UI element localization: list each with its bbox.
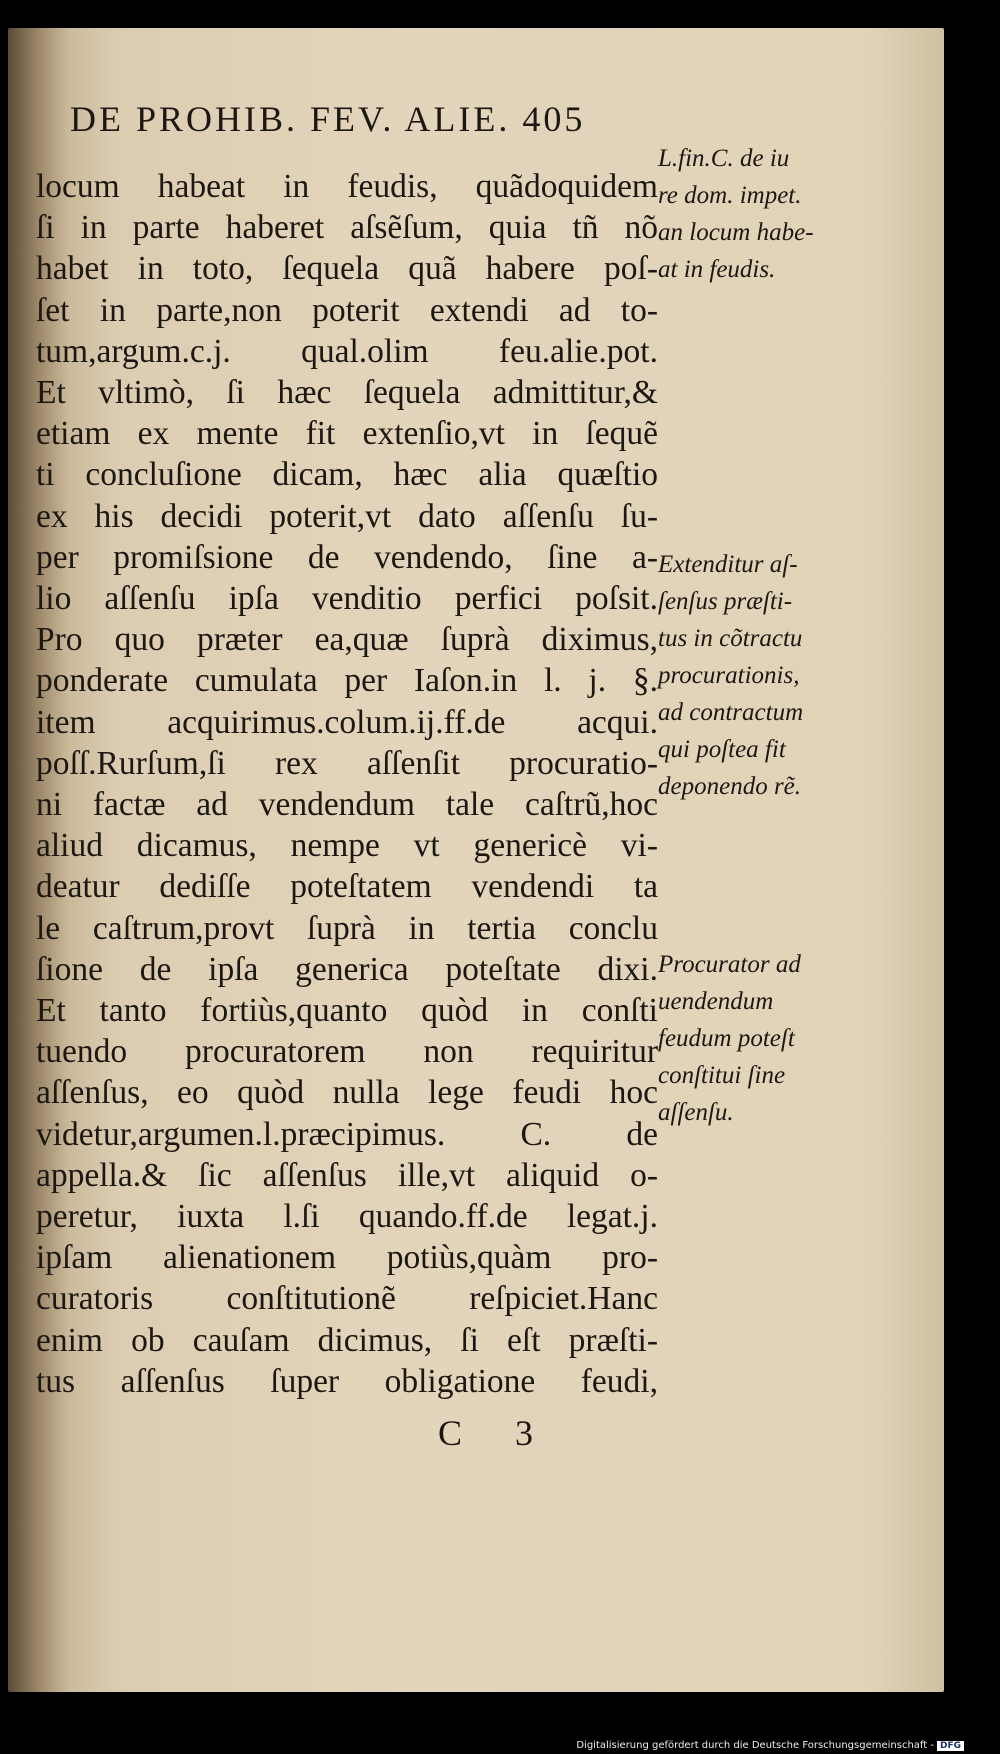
- book-page: [8, 28, 944, 1692]
- text-line: le caſtrum,provt ſuprà in tertia conclu: [36, 909, 658, 947]
- text-line: Et tanto fortiùs,quanto quòd in conſti: [36, 992, 658, 1030]
- note-line: aſſenſu.: [658, 1099, 734, 1126]
- text-line: ex his decidi poterit,vt dato aſſenſu ſu-: [36, 497, 658, 535]
- text-line: per promiſsione de vendendo, ſine a-: [36, 538, 658, 576]
- text-line: poſſ.Rurſum,ſi rex aſſenſit procuratio-: [36, 744, 658, 782]
- note-line: Extenditur aſ-: [658, 551, 798, 578]
- text-line: tus aſſenſus ſuper obligatione feudi,: [36, 1362, 658, 1400]
- dfg-logo: DFG: [937, 1741, 964, 1751]
- note-line: ſenſus præſti-: [658, 588, 793, 615]
- text-line: aliud dicamus, nempe vt genericè vi-: [36, 827, 658, 865]
- text-line: aſſenſus, eo quòd nulla lege feudi hoc: [36, 1074, 658, 1112]
- credit-text: Digitalisierung gefördert durch die Deutsche Forschungsgemeinschaft -: [576, 1740, 934, 1751]
- digitization-credit: [576, 1740, 964, 1751]
- text-line: Et vltimò, ſi hæc ſequela admittitur,&: [36, 374, 658, 412]
- note-line: ad contractum: [658, 699, 804, 726]
- text-line: appella.& ſic aſſenſus ille,vt aliquid o-: [36, 1156, 658, 1194]
- note-line: Procurator ad: [658, 951, 801, 978]
- note-line: L.fin.C. de iu: [658, 145, 790, 172]
- body-text: [36, 166, 658, 1402]
- margin-note: [658, 546, 843, 805]
- note-line: feudum poteſt: [658, 1025, 795, 1052]
- text-line: locum habeat in feudis, quãdoquidem: [36, 168, 658, 205]
- text-line: ſi in parte haberet aſsẽſum, quia tñ nõ: [36, 209, 658, 247]
- text-line: item acquirimus.colum.ij.ff.de acqui.: [36, 703, 658, 741]
- note-line: conſtitui ſine: [658, 1062, 786, 1089]
- text-line: ponderate cumulata per Iaſon.in l. j. §.: [36, 662, 658, 700]
- text-line: enim ob cauſam dicimus, ſi eſt præſti-: [36, 1321, 658, 1359]
- text-line: Pro quo præter ea,quæ ſuprà diximus,: [36, 621, 658, 659]
- text-line: deatur dediſſe poteſtatem vendendi ta: [36, 868, 658, 906]
- note-line: re dom. impet.: [658, 182, 802, 209]
- text-line: etiam ex mente fit extenſio,vt in ſequẽ: [36, 415, 658, 453]
- running-head: DE PROHIB. FEV. ALIE. 405: [70, 99, 586, 139]
- note-line: tus in cõtractu: [658, 625, 803, 652]
- text-line: ipſam alienationem potiùs,quàm pro-: [36, 1239, 658, 1277]
- text-line: tum,argum.c.j. qual.olim feu.alie.pot.: [36, 332, 658, 370]
- text-line: ni factæ ad vendendum tale caſtrũ,hoc: [36, 786, 658, 824]
- note-line: deponendo rẽ.: [658, 773, 802, 800]
- text-line: videtur,argumen.l.præcipimus. C. de: [36, 1115, 658, 1153]
- note-line: qui poſtea fit: [658, 736, 786, 763]
- text-line: curatoris conſtitutionẽ reſpiciet.Hanc: [36, 1280, 658, 1318]
- note-line: an locum habe-: [658, 219, 814, 246]
- margin-note: [658, 140, 843, 288]
- text-line: ſione de ipſa generica poteſtate dixi.: [36, 950, 658, 988]
- note-line: uendendum: [658, 988, 774, 1015]
- note-line: at in feudis.: [658, 256, 776, 283]
- text-line: tuendo procuratorem non requiritur: [36, 1033, 658, 1071]
- text-line: lio aſſenſu ipſa venditio perfici poſsit.: [36, 580, 658, 618]
- note-line: procurationis,: [658, 662, 800, 689]
- text-line: habet in toto, ſequela quã habere poſ-: [36, 250, 658, 288]
- signature-mark: C 3: [438, 1413, 556, 1453]
- text-line: ti concluſione dicam, hæc alia quæſtio: [36, 456, 658, 494]
- text-line: ſet in parte,non poterit extendi ad to-: [36, 291, 658, 329]
- margin-note: [658, 946, 843, 1131]
- text-line: peretur, iuxta l.ſi quando.ff.de legat.j.: [36, 1198, 658, 1236]
